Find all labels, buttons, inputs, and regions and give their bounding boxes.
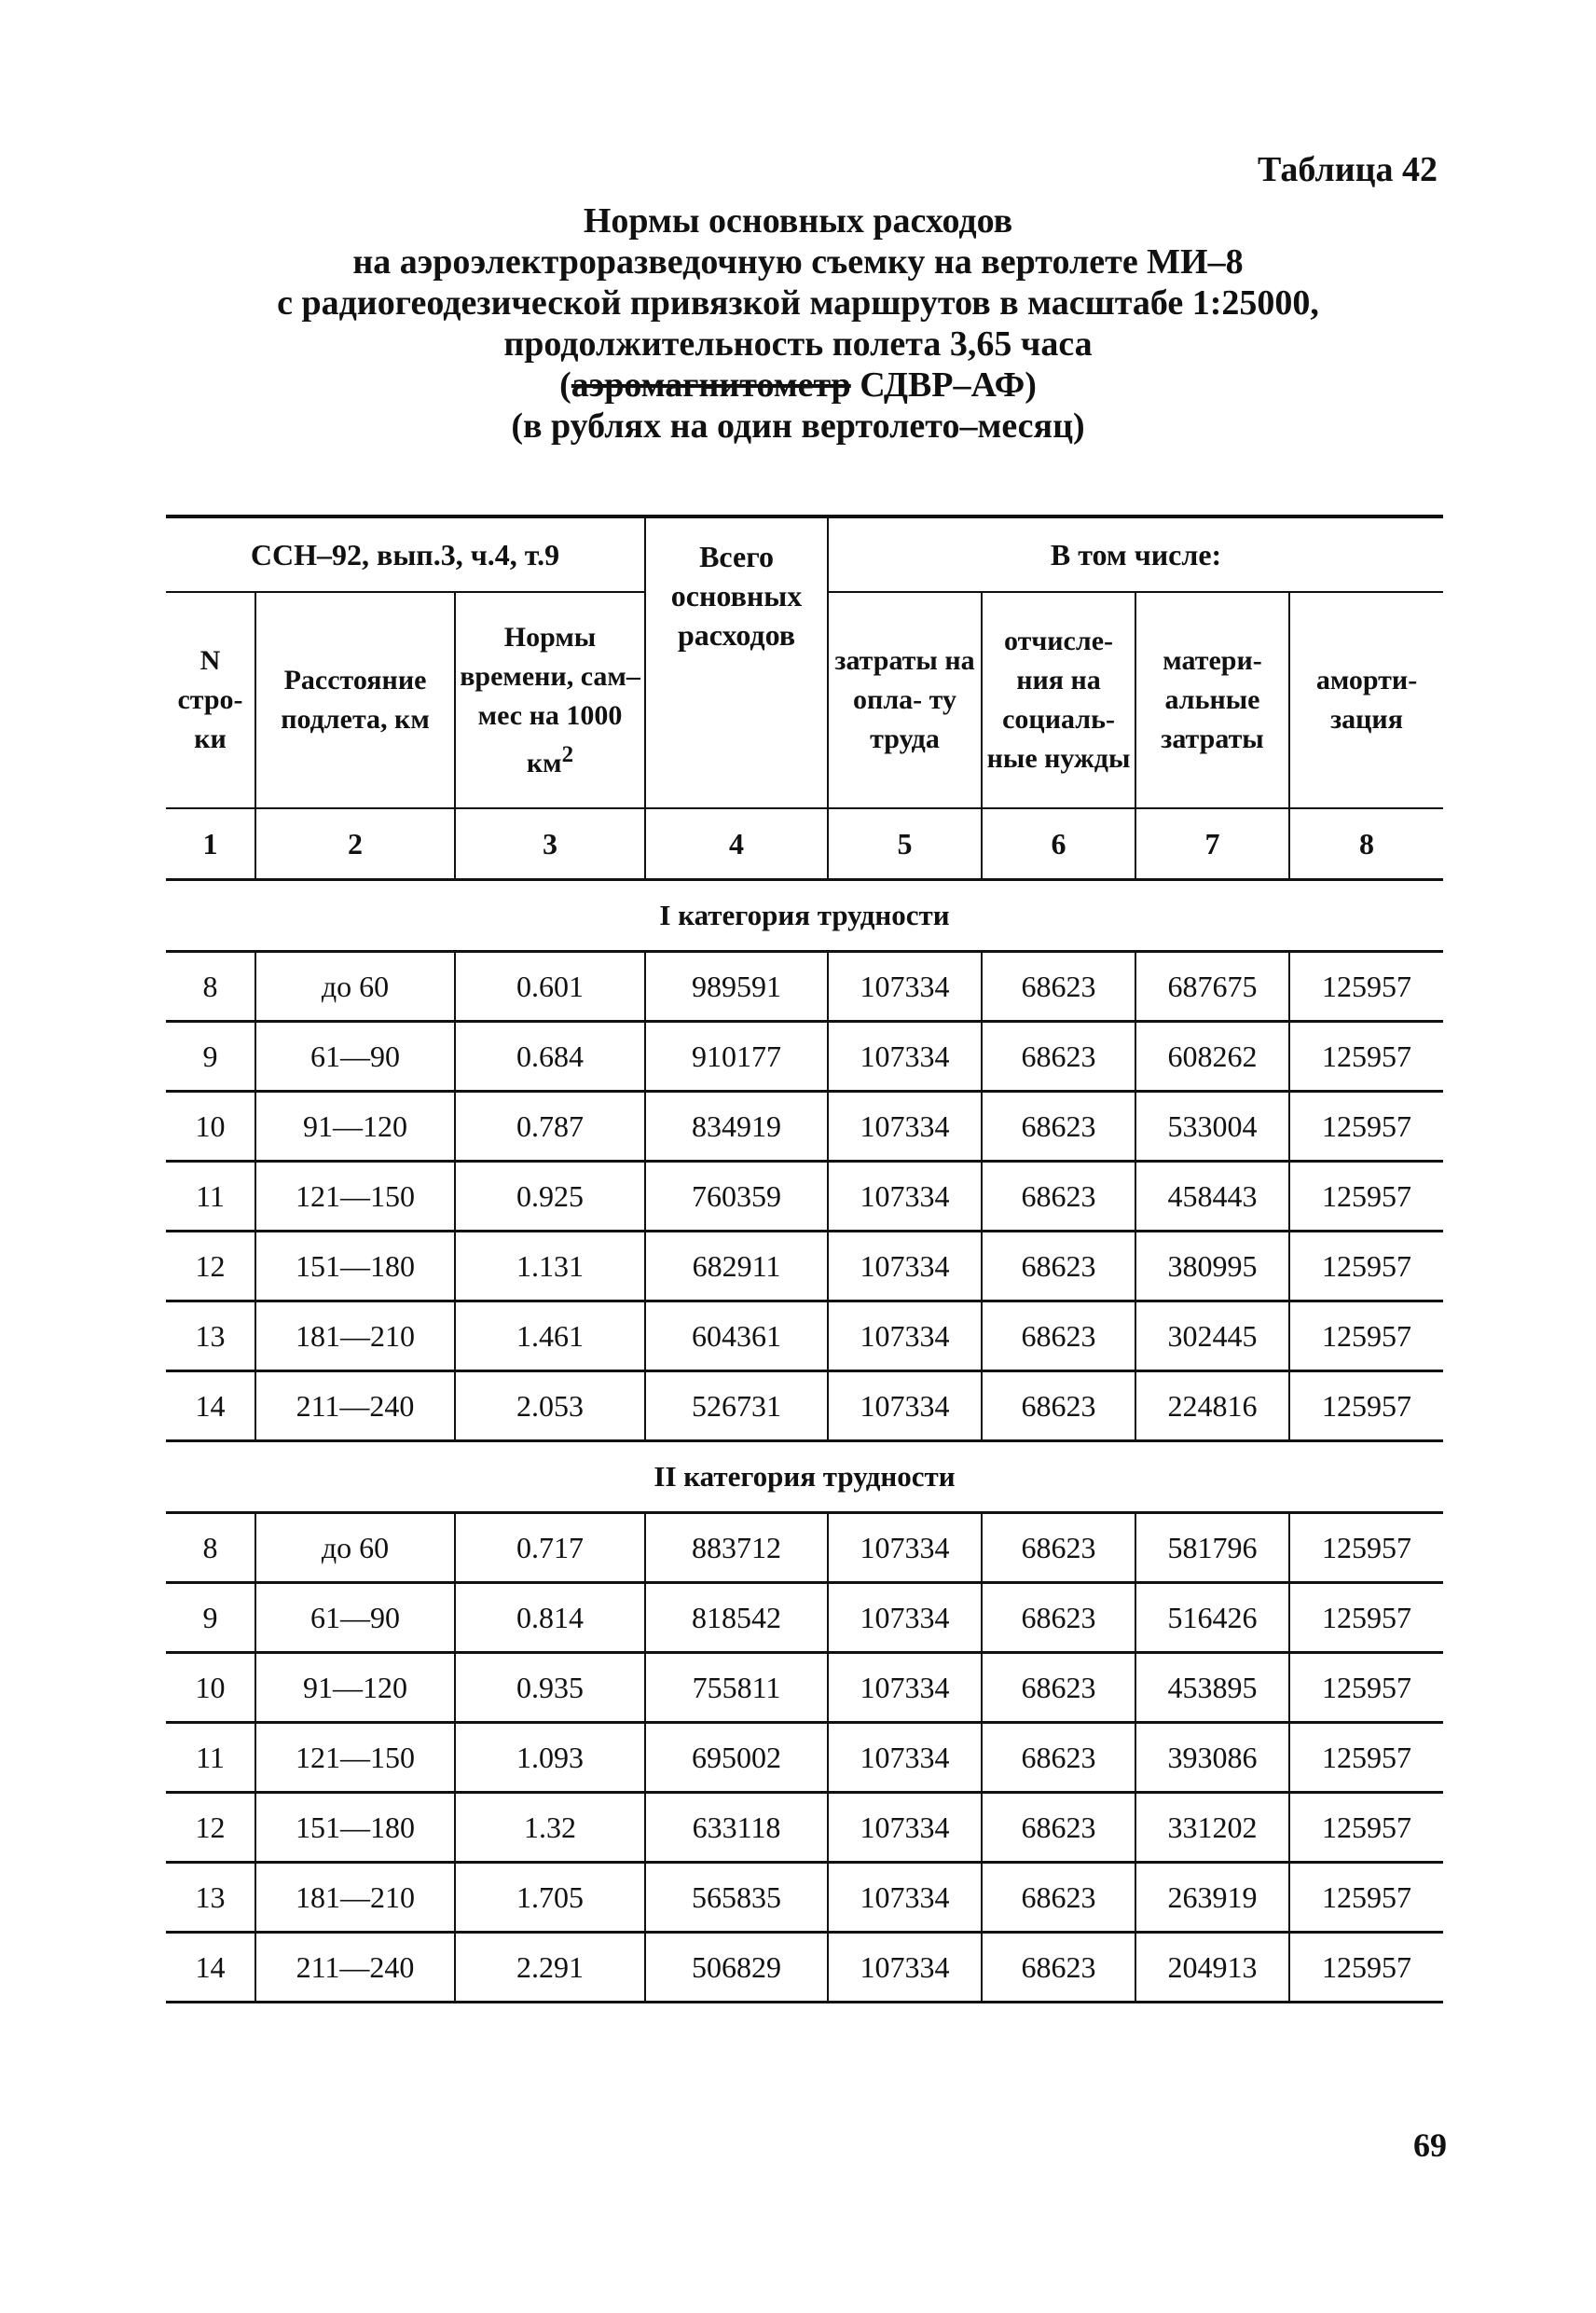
title-unit-line: (в рублях на один вертолето–месяц) (511, 406, 1085, 446)
table-row (166, 1793, 1443, 1863)
header-distance: Расстояние подлета, км (255, 592, 455, 808)
table-row (166, 1863, 1443, 1933)
table-cell: 125957 (1289, 1653, 1443, 1723)
column-number: 6 (982, 808, 1135, 880)
title-paren-open: ( (559, 365, 571, 405)
table-cell: 107334 (828, 1022, 982, 1092)
table-cell: 14 (166, 1371, 255, 1441)
norms-table (166, 515, 1443, 2003)
table-cell: 204913 (1135, 1933, 1289, 2003)
table-cell: 1.131 (455, 1232, 645, 1301)
table-cell: 2.053 (455, 1371, 645, 1441)
table-cell: 107334 (828, 1232, 982, 1301)
table-cell: 0.684 (455, 1022, 645, 1092)
table-cell: 9 (166, 1022, 255, 1092)
table-cell: 121—150 (255, 1162, 455, 1232)
header-including: В том числе: (828, 516, 1443, 592)
title-line: Нормы основных расходов (583, 201, 1013, 241)
table-cell: 13 (166, 1863, 255, 1933)
table-cell: 526731 (645, 1371, 828, 1441)
table-cell: 302445 (1135, 1301, 1289, 1371)
title-equipment-line (140, 365, 1456, 406)
table-cell: 604361 (645, 1301, 828, 1371)
table-cell: 0.935 (455, 1653, 645, 1723)
table-row (166, 1653, 1443, 1723)
table-cell: 107334 (828, 1863, 982, 1933)
table-cell: 61—90 (255, 1022, 455, 1092)
table-cell: 107334 (828, 1933, 982, 2003)
table-cell: 68623 (982, 1301, 1135, 1371)
header-row-number: N стро- ки (166, 592, 255, 808)
table-cell: 13 (166, 1301, 255, 1371)
table-cell: 1.461 (455, 1301, 645, 1371)
table-cell: 68623 (982, 1583, 1135, 1653)
column-number: 3 (455, 808, 645, 880)
category-row (166, 1441, 1443, 1513)
table-cell: 107334 (828, 1371, 982, 1441)
table-cell: 68623 (982, 1162, 1135, 1232)
table-cell: 125957 (1289, 952, 1443, 1022)
table-row (166, 1583, 1443, 1653)
table-cell: 224816 (1135, 1371, 1289, 1441)
header-labor: затраты на опла- ту труда (828, 592, 982, 808)
table-cell: 1.705 (455, 1863, 645, 1933)
column-number: 2 (255, 808, 455, 880)
table-cell: 10 (166, 1653, 255, 1723)
column-number: 1 (166, 808, 255, 880)
table-cell: 834919 (645, 1092, 828, 1162)
column-number: 5 (828, 808, 982, 880)
header-material: матери- альные затраты (1135, 592, 1289, 808)
category-title: II категория трудности (166, 1441, 1443, 1513)
title-line: с радиогеодезической привязкой маршрутов в масштабе 1:25000, (277, 283, 1319, 323)
table-cell: 68623 (982, 1653, 1135, 1723)
table-cell: 818542 (645, 1583, 828, 1653)
table-cell: 11 (166, 1723, 255, 1793)
table-cell: 107334 (828, 1653, 982, 1723)
table-cell: 506829 (645, 1933, 828, 2003)
table-cell: 331202 (1135, 1793, 1289, 1863)
table-cell: 2.291 (455, 1933, 645, 2003)
table-cell: 0.814 (455, 1583, 645, 1653)
table-row (166, 1513, 1443, 1583)
table-cell: 61—90 (255, 1583, 455, 1653)
table-cell: 380995 (1135, 1232, 1289, 1301)
table-cell: 211—240 (255, 1371, 455, 1441)
column-number-row (166, 808, 1443, 880)
table-cell: 125957 (1289, 1232, 1443, 1301)
table-cell: 125957 (1289, 1022, 1443, 1092)
table-cell: 0.601 (455, 952, 645, 1022)
table-cell: 181—210 (255, 1863, 455, 1933)
table-cell: 458443 (1135, 1162, 1289, 1232)
table-row (166, 1301, 1443, 1371)
table-cell: 107334 (828, 1513, 982, 1583)
table-cell: 125957 (1289, 1513, 1443, 1583)
table-row (166, 1933, 1443, 2003)
column-number: 8 (1289, 808, 1443, 880)
table-cell: 755811 (645, 1653, 828, 1723)
table-cell: 760359 (645, 1162, 828, 1232)
category-row (166, 880, 1443, 952)
table-row (166, 1232, 1443, 1301)
table-cell: 107334 (828, 1162, 982, 1232)
title-line: на аэроэлектроразведочную съемку на вертолете МИ–8 (352, 242, 1244, 282)
table-cell: 151—180 (255, 1232, 455, 1301)
table-cell: 0.925 (455, 1162, 645, 1232)
table-cell: 1.093 (455, 1723, 645, 1793)
table-cell: 687675 (1135, 952, 1289, 1022)
table-cell: 8 (166, 952, 255, 1022)
table-cell: 125957 (1289, 1371, 1443, 1441)
table-cell: 125957 (1289, 1863, 1443, 1933)
table-cell: 151—180 (255, 1793, 455, 1863)
table-cell: 125957 (1289, 1301, 1443, 1371)
table-cell: 68623 (982, 1863, 1135, 1933)
table-cell: 107334 (828, 1723, 982, 1793)
table-cell: 68623 (982, 1371, 1135, 1441)
table-cell: 125957 (1289, 1092, 1443, 1162)
table-cell: 68623 (982, 1092, 1135, 1162)
struck-text: аэромагнитометр (571, 365, 851, 405)
table-cell: 68623 (982, 1513, 1135, 1583)
header-norms-text: Нормы времени, сам–мес на 1000 км (460, 621, 640, 778)
header-ssn: ССН–92, вып.3, ч.4, т.9 (166, 516, 645, 592)
table-row (166, 1371, 1443, 1441)
table-cell: 910177 (645, 1022, 828, 1092)
table-cell: 125957 (1289, 1933, 1443, 2003)
column-number: 4 (645, 808, 828, 880)
table-row (166, 1162, 1443, 1232)
table-cell: 181—210 (255, 1301, 455, 1371)
table-cell: 68623 (982, 1022, 1135, 1092)
title-line: продолжительность полета 3,65 часа (503, 324, 1093, 364)
table-cell: до 60 (255, 952, 455, 1022)
column-number: 7 (1135, 808, 1289, 880)
table-row (166, 952, 1443, 1022)
table-cell: 211—240 (255, 1933, 455, 2003)
table-cell: до 60 (255, 1513, 455, 1583)
title-equipment: СДВР–АФ) (850, 365, 1037, 405)
table-cell: 581796 (1135, 1513, 1289, 1583)
table-cell: 10 (166, 1092, 255, 1162)
header-total: Всего основных расходов (645, 516, 828, 808)
table-cell: 883712 (645, 1513, 828, 1583)
table-cell: 1.32 (455, 1793, 645, 1863)
header-amortization: аморти- зация (1289, 592, 1443, 808)
table-cell: 107334 (828, 1583, 982, 1653)
table-cell: 565835 (645, 1863, 828, 1933)
table-cell: 453895 (1135, 1653, 1289, 1723)
table-row (166, 1022, 1443, 1092)
table-cell: 263919 (1135, 1863, 1289, 1933)
table-row (166, 1723, 1443, 1793)
table-cell: 68623 (982, 1723, 1135, 1793)
table-cell: 68623 (982, 1933, 1135, 2003)
table-cell: 393086 (1135, 1723, 1289, 1793)
table-cell: 608262 (1135, 1022, 1289, 1092)
table-cell: 121—150 (255, 1723, 455, 1793)
table-cell: 107334 (828, 1301, 982, 1371)
table-cell: 695002 (645, 1723, 828, 1793)
table-cell: 533004 (1135, 1092, 1289, 1162)
header-social: отчисле- ния на социаль- ные нужды (982, 592, 1135, 808)
table-cell: 107334 (828, 952, 982, 1022)
table-cell: 9 (166, 1583, 255, 1653)
table-cell: 516426 (1135, 1583, 1289, 1653)
table-title (140, 200, 1456, 447)
table-cell: 125957 (1289, 1723, 1443, 1793)
table-cell: 68623 (982, 1232, 1135, 1301)
table-row (166, 1092, 1443, 1162)
header-row-group (166, 516, 1443, 592)
table-cell: 12 (166, 1232, 255, 1301)
table-cell: 91—120 (255, 1092, 455, 1162)
page-number: 69 (1413, 2127, 1447, 2164)
table-cell: 12 (166, 1793, 255, 1863)
category-title: I категория трудности (166, 880, 1443, 952)
header-norms (455, 592, 645, 808)
table-cell: 125957 (1289, 1793, 1443, 1863)
table-cell: 0.717 (455, 1513, 645, 1583)
table-cell: 107334 (828, 1092, 982, 1162)
header-norms-sup: 2 (561, 741, 574, 767)
table-number: Таблица 42 (1257, 150, 1438, 189)
table-cell: 633118 (645, 1793, 828, 1863)
table-cell: 91—120 (255, 1653, 455, 1723)
table-cell: 125957 (1289, 1583, 1443, 1653)
table-cell: 0.787 (455, 1092, 645, 1162)
table-cell: 11 (166, 1162, 255, 1232)
table-cell: 989591 (645, 952, 828, 1022)
table-cell: 68623 (982, 1793, 1135, 1863)
table-cell: 8 (166, 1513, 255, 1583)
table-cell: 682911 (645, 1232, 828, 1301)
table-cell: 107334 (828, 1793, 982, 1863)
table-cell: 125957 (1289, 1162, 1443, 1232)
table-cell: 14 (166, 1933, 255, 2003)
table-cell: 68623 (982, 952, 1135, 1022)
